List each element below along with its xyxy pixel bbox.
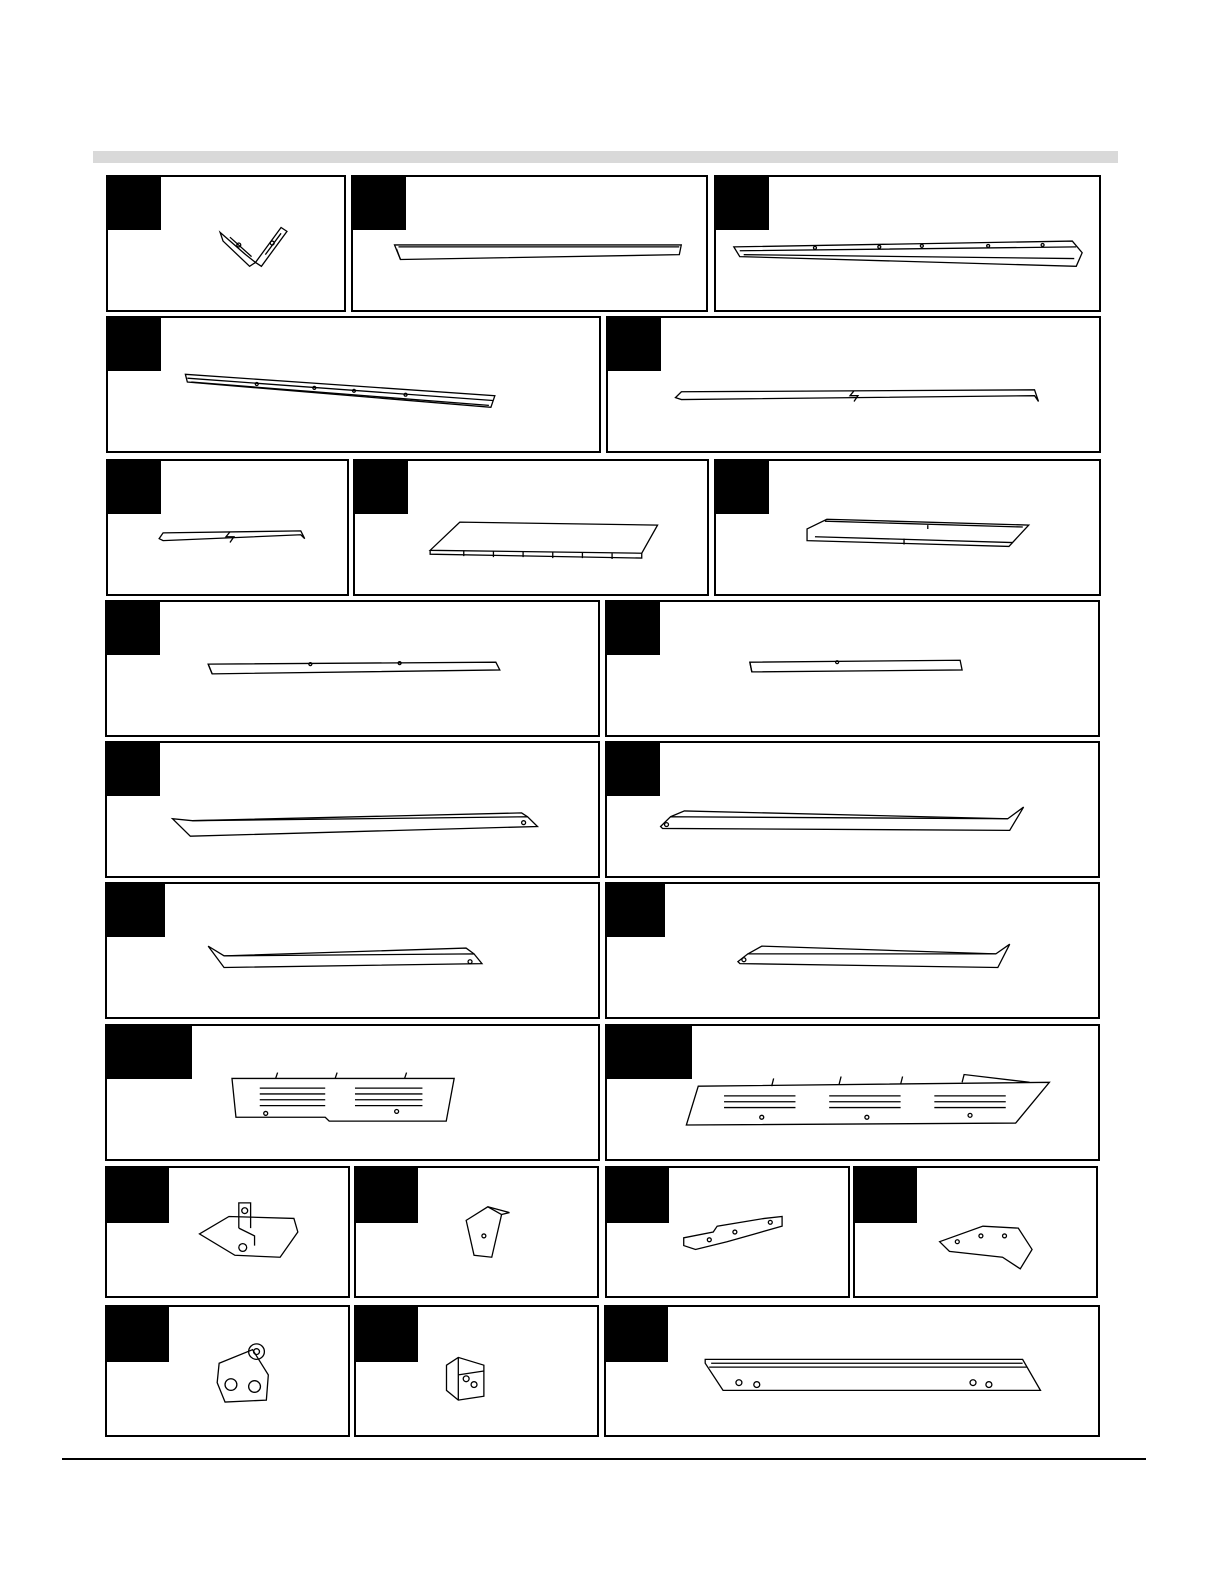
louvered-panel-three-icon — [607, 1026, 1098, 1159]
louvered-panel-two-icon — [107, 1026, 598, 1159]
part-panel-1 — [106, 175, 346, 312]
square-tube-short-icon — [607, 602, 1098, 735]
part-panel-16 — [605, 1024, 1100, 1161]
link-plate-icon — [607, 1168, 848, 1296]
footer-rule — [62, 1458, 1146, 1460]
part-panel-7 — [353, 459, 709, 596]
short-thin-rod-icon — [108, 461, 347, 594]
square-tube-long-icon — [107, 602, 598, 735]
caster-plate-icon — [107, 1168, 348, 1296]
wheel-bracket-icon — [107, 1307, 348, 1435]
part-panel-14 — [605, 882, 1100, 1019]
part-panel-5 — [606, 316, 1101, 453]
vented-tray-icon — [355, 461, 707, 594]
header-bar — [93, 151, 1118, 163]
part-panel-20 — [853, 1166, 1098, 1298]
corner-bracket-icon — [108, 177, 344, 310]
long-angle-rail-icon — [716, 177, 1099, 310]
angled-plate-icon — [855, 1168, 1096, 1296]
part-panel-4 — [106, 316, 601, 453]
part-panel-23 — [604, 1305, 1100, 1437]
part-panel-12 — [605, 741, 1100, 878]
part-panel-19 — [605, 1166, 850, 1298]
thin-rod-icon — [608, 318, 1099, 451]
angle-channel-right-icon — [607, 743, 1098, 876]
short-angle-channel-left-icon — [107, 884, 598, 1017]
part-panel-3 — [714, 175, 1101, 312]
part-panel-6 — [106, 459, 349, 596]
small-bracket-icon — [356, 1168, 597, 1296]
part-panel-13 — [105, 882, 600, 1019]
angle-channel-left-icon — [107, 743, 598, 876]
short-angle-channel-right-icon — [607, 884, 1098, 1017]
part-panel-8 — [714, 459, 1101, 596]
part-panel-10 — [605, 600, 1100, 737]
part-panel-15 — [105, 1024, 600, 1161]
clip-block-icon — [356, 1307, 597, 1435]
long-holed-channel-icon — [606, 1307, 1098, 1435]
part-panel-18 — [354, 1166, 599, 1298]
flat-base-plate-icon — [716, 461, 1099, 594]
part-panel-17 — [105, 1166, 350, 1298]
part-panel-2 — [351, 175, 708, 312]
part-panel-22 — [354, 1305, 599, 1437]
part-panel-9 — [105, 600, 600, 737]
short-rail-icon — [353, 177, 706, 310]
slanted-angle-rail-icon — [108, 318, 599, 451]
part-panel-11 — [105, 741, 600, 878]
part-panel-21 — [105, 1305, 350, 1437]
